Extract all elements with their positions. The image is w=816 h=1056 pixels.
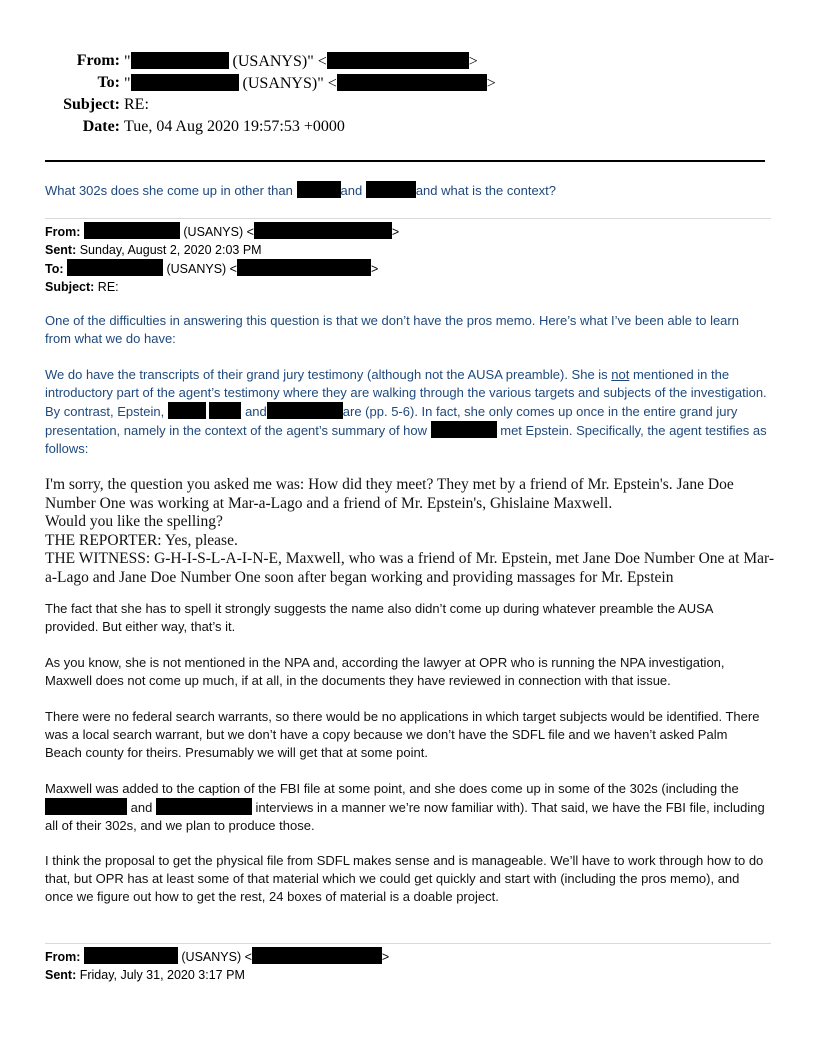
body-paragraph-4: As you know, she is not mentioned in the NPA and, according the lawyer at OPR who is running the NPA investigation, Maxwell does not come up much, if at all, in the documents they have reviewed in connection with that issue. [45,655,725,688]
message-separator [45,218,771,219]
redaction-box [156,798,252,815]
redaction-box [297,181,341,198]
to-value: " (USANYS)" < > [124,75,496,92]
to-label: To: [97,74,120,91]
redaction-box [366,181,416,198]
body-paragraph-3: The fact that she has to spell it strongly suggests the name also didn’t come up during whatever preamble the AUSA provided. But either way, that’s it. [45,601,713,634]
header-divider [45,160,765,162]
redaction-box [327,52,469,69]
fwd-from-row: From: (USANYS) < > [45,222,399,241]
quote-line: THE WITNESS: G-H-I-S-L-A-I-N-E, Maxwell, who was a friend of Mr. Epstein, met Jane Doe Number One at Mar-a-Lago and Jane Doe Number One soon after began working and providing massages for Mr. Epstein [45,550,774,586]
date-value: Tue, 04 Aug 2020 19:57:53 +0000 [124,118,345,135]
email-header [0,52,816,140]
header-from-row [0,52,816,74]
subject-value: RE: [124,96,149,113]
from-label: From: [76,52,120,69]
message-separator [45,943,771,944]
redaction-box [131,74,239,91]
fwd-to-row: To: (USANYS) < > [45,259,399,278]
fwd-sent-row: Sent: Sunday, August 2, 2020 2:03 PM [45,243,262,257]
redaction-box [237,259,371,276]
earlier-message-header [45,947,389,984]
reply-question: What 302s does she come up in other than and and what is the context? [45,183,557,198]
body-paragraph-5: There were no federal search warrants, so there would be no applications in which target subjects would be identified. There was a local search warrant, but we don’t have a copy because we don’t have the SDFL file and we haven’t asked Palm Beach county for theirs. Presumably we will get that at some point. [45,709,760,760]
transcript-quote [45,476,775,587]
date-label: Date: [82,118,120,135]
redaction-box [209,402,241,419]
body-paragraph-6: Maxwell was added to the caption of the FBI file at some point, and she does come up in some of the 302s (including the and interviews in a manner we’re now familiar with). That said, we have the FBI file, including all of their 302s, and we plan to produce those. [45,781,765,833]
header-date-row [0,118,816,140]
quote-line: I'm sorry, the question you asked me was: How did they meet? They met by a friend of Mr. Epstein's. Jane Doe Number One was working at Mar-a-Lago and a friend of Mr. Epstein's, Ghislaine Maxwell. [45,476,734,512]
redaction-box [267,402,343,419]
redaction-box [84,947,178,964]
redaction-box [431,421,497,438]
redaction-box [254,222,392,239]
redaction-box [131,52,229,69]
quote-line: Would you like the spelling? [45,513,223,530]
forwarded-header [45,222,399,296]
body-paragraph-1: One of the difficulties in answering this question is that we don’t have the pros memo. Here’s what I’ve been able to learn from what we do have: [45,313,739,346]
quote-line: THE REPORTER: Yes, please. [45,531,238,549]
body-paragraph-7: I think the proposal to get the physical file from SDFL makes sense and is manageable. We’ll have to work through how to do that, but OPR has at least some of that material which we could get quickly and start with (including the pros memo), and once we figure out how to get the rest, 24 boxes of material is a doable project. [45,853,764,904]
fwd-subject-row: Subject: RE: [45,280,119,294]
earlier-sent-row: Sent: Friday, July 31, 2020 3:17 PM [45,968,245,982]
redaction-box [84,222,180,239]
header-subject-row [0,96,816,118]
from-value: " (USANYS)" < > [124,53,478,70]
redaction-box [168,402,206,419]
redaction-box [67,259,163,276]
redaction-box [45,798,127,815]
redaction-box [252,947,382,964]
redaction-box [337,74,487,91]
body-paragraph-2: We do have the transcripts of their grand jury testimony (although not the AUSA preamble). She is not mentioned in the introductory part of the agent’s testimony where they are walking through the various targets and subjects of the investigation. By contrast, Epstein, and are (pp. 5-6). In fact, she only comes up once in the entire grand jury presentation, namely in the context of the agent’s summary of how met Epstein. Specifically, the agent testifies as follows: [45,367,767,456]
header-to-row [0,74,816,96]
earlier-from-row: From: (USANYS) < > [45,947,389,966]
subject-label: Subject: [63,96,120,113]
